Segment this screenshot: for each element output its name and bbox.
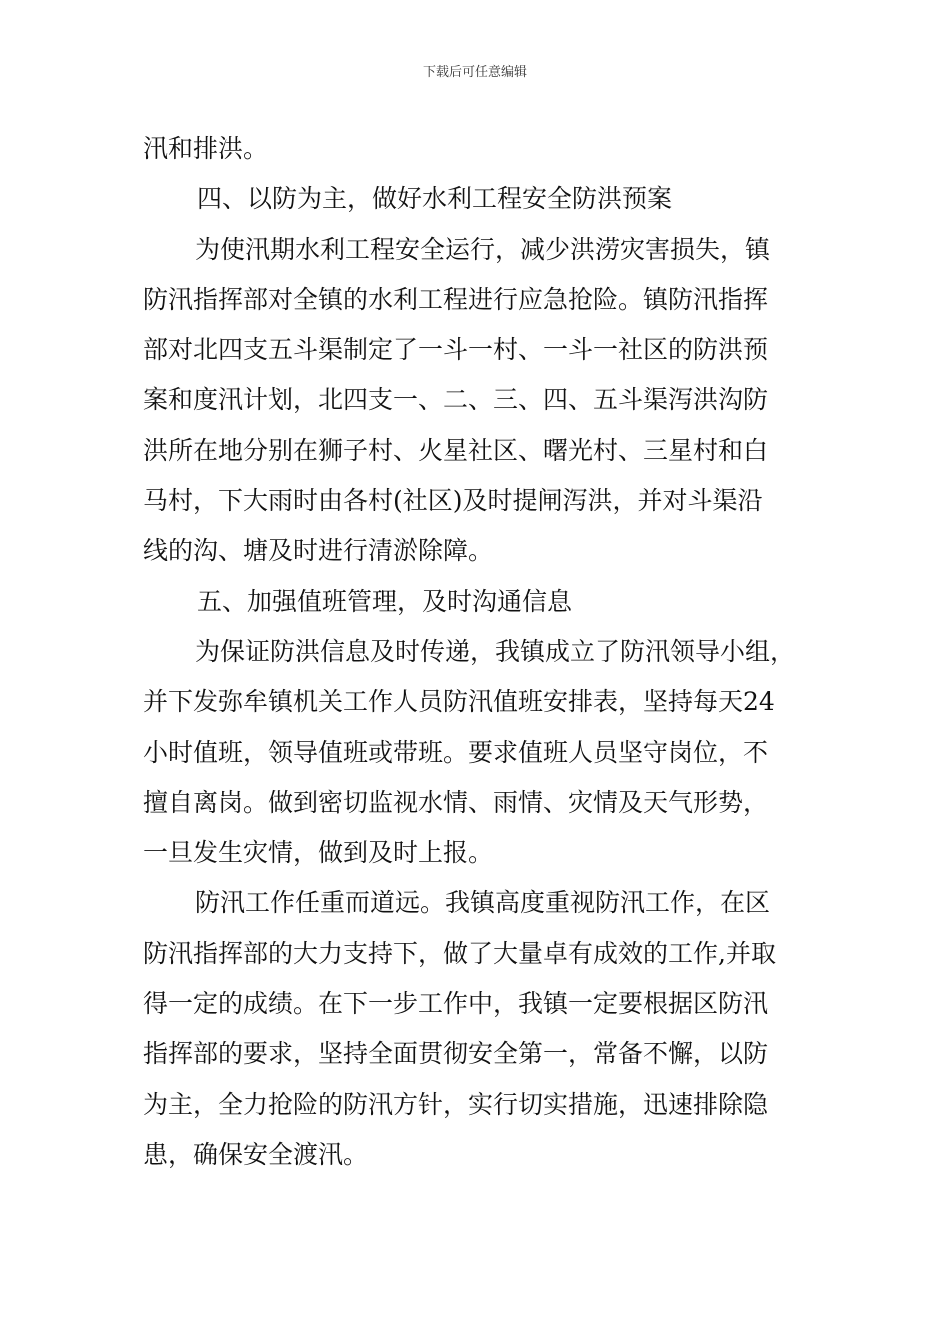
- section-heading: 五、加强值班管理，及时沟通信息: [197, 586, 573, 616]
- document-body: [143, 124, 813, 1180]
- body-line: 马村，下大雨时由各村(社区)及时提闸泻洪，并对斗渠沿: [143, 486, 763, 516]
- section-heading: 四、以防为主，做好水利工程安全防洪预案: [197, 184, 673, 214]
- body-line: 汛和排洪。: [143, 134, 269, 163]
- body-line: 擅自离岗。做到密切监视水情、雨情、灾情及天气形势，: [143, 787, 769, 817]
- body-line: 指挥部的要求，坚持全面贯彻安全第一，常备不懈，以防: [143, 1039, 769, 1069]
- body-line: 防汛指挥部对全镇的水利工程进行应急抢险。镇防汛指挥: [143, 284, 769, 314]
- page-header: 下载后可任意编辑: [422, 65, 527, 80]
- body-line: 得一定的成绩。在下一步工作中，我镇一定要根据区防汛: [143, 989, 769, 1019]
- body-line: 患，确保安全渡汛。: [143, 1139, 369, 1169]
- body-line: 小时值班，领导值班或带班。要求值班人员坚守岗位，不: [143, 737, 769, 767]
- body-line: 案和度汛计划，北四支一、二、三、四、五斗渠泻洪沟防: [143, 385, 769, 415]
- body-line: 一旦发生灾情，做到及时上报。: [143, 838, 494, 868]
- body-line: 洪所在地分别在狮子村、火星社区、曙光村、三星村和白: [143, 435, 769, 465]
- paragraph-first-line: 防汛工作任重而道远。我镇高度重视防汛工作，在区: [195, 888, 771, 918]
- body-line: 部对北四支五斗渠制定了一斗一村、一斗一社区的防洪预: [143, 335, 769, 365]
- body-line: 并下发弥牟镇机关工作人员防汛值班安排表，坚持每天24: [143, 687, 775, 717]
- paragraph-first-line: 为使汛期水利工程安全运行，减少洪涝灾害损失，镇: [195, 234, 771, 264]
- body-line: 为主，全力抢险的防汛方针，实行切实措施，迅速排除隐: [143, 1089, 769, 1119]
- paragraph-first-line: 为保证防洪信息及时传递，我镇成立了防汛领导小组，: [195, 636, 796, 666]
- body-line: 防汛指挥部的大力支持下，做了大量卓有成效的工作,并取: [143, 938, 776, 968]
- body-line: 线的沟、塘及时进行清淤除障。: [143, 536, 494, 566]
